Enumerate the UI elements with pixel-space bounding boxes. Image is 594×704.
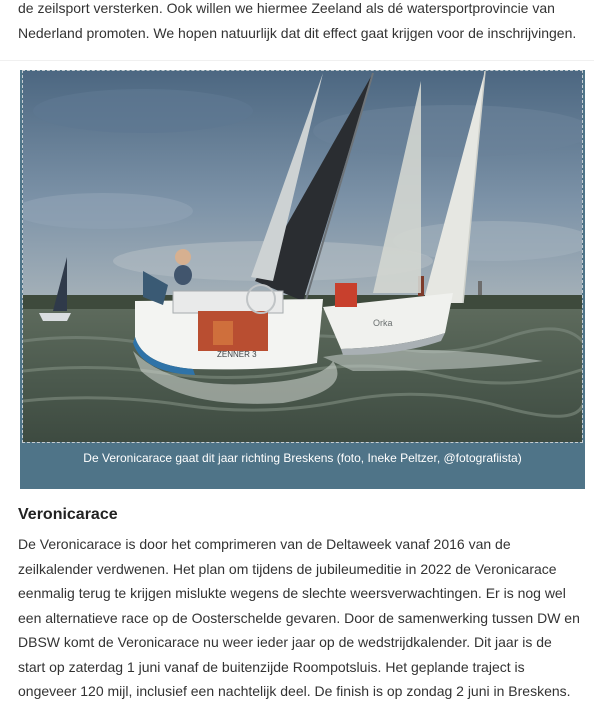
paragraph-line: start op zaterdag 1 juni vanaf de buitenzijde Roompotsluis. Het geplande traject is — [18, 658, 525, 675]
paragraph-line: eenmalig terug te krijgen mislukte wegens de slechte weersverwachtingen. Er is nog wel — [18, 585, 566, 601]
intro-paragraph — [18, 0, 584, 45]
paragraph-line: zeilkalender verdwenen. Het plan om tijdens de jubileumeditie in 2022 de Veronicarace — [18, 560, 557, 577]
sailing-photo-image — [23, 71, 583, 443]
svg-text:Orka: Orka — [373, 318, 393, 328]
boat-name-label: ZENNER 3 — [217, 350, 257, 359]
intro-line: Nederland promoten. We hopen natuurlijk dat dit effect gaat krijgen voor de inschrijvingen. — [18, 24, 577, 41]
paragraph-line: een alternatieve race op de Oosterschelde gevaren. Door de samenwerking tussen DW en — [18, 609, 580, 626]
paragraph-line: ongeveer 120 mijl, inclusief een nachtelijk deel. De finish is op zondag 2 juni in Breskens. — [18, 683, 571, 699]
divider — [0, 60, 594, 61]
sailing-photo[interactable] — [22, 70, 583, 443]
paragraph-line: DBSW komt de Veronicarace nu weer ieder jaar op de wedstrijdkalender. Dit jaar is de — [18, 634, 552, 650]
photo-caption: De Veronicarace gaat dit jaar richting Breskens (foto, Ineke Peltzer, @fotografiista) — [83, 451, 522, 465]
photo-figure — [20, 70, 585, 489]
section-heading: Veronicarace — [18, 506, 118, 523]
section-paragraph — [18, 532, 584, 704]
intro-line: de zeilsport versterken. Ook willen we hiermee Zeeland als dé watersportprovincie van — [18, 0, 555, 16]
paragraph-line: De Veronicarace is door het comprimeren van de Deltaweek vanaf 2016 van de — [18, 536, 511, 552]
